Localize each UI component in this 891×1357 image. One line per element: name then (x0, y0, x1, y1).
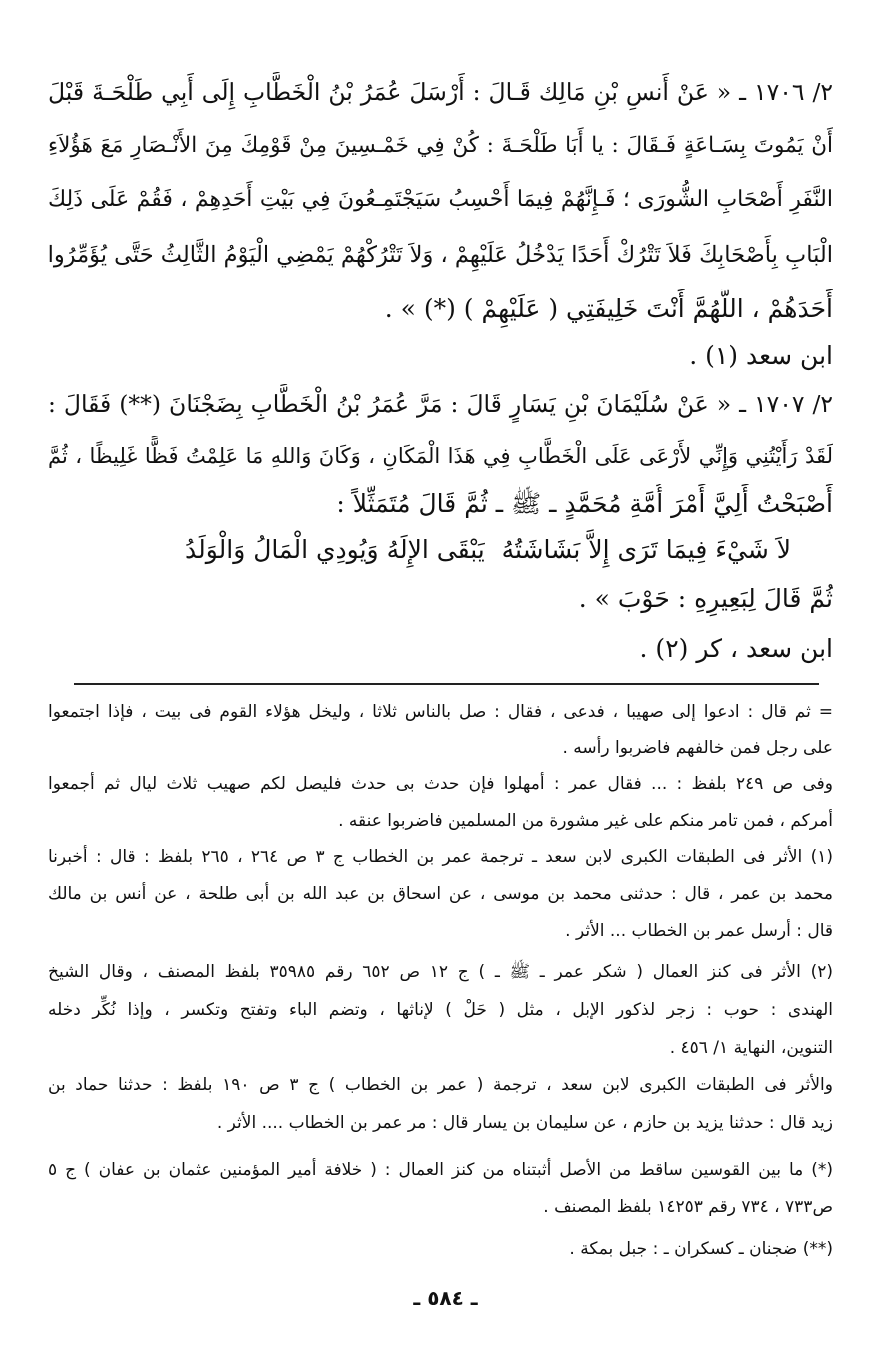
footnote-star-line: ص٧٣٣ ، ٧٣٤ رقم ١٤٢٥٣ بلفظ المصنف . (543, 1197, 833, 1217)
hadith-1707-line-2: لَقَدْ رَأَيْتُنِي وَإِنِّي لأَرْعَى عَلَى الْخَطَّابِ فِي هَذَا الْمَكَانِ ، وَكَانَ وَاللهِ مَا عَلِمْتُ فَظًّا غَلِيظًا ، ثُمَّ (48, 444, 833, 468)
footnote-2-line: (٢) الأثر فى كنز العمال ( شكر عمر ـ ﷺ ـ ) ج ١٢ ص ٦٥٢ رقم ٣٥٩٨٥ بلفظ المصنف ، وقال الشيخ (48, 962, 833, 982)
hadith-1706-source: ابن سعد (١) . (689, 341, 833, 370)
footnote-line: = ثم قال : ادعوا إلى صهيبا ، فدعى ، فقال : صل بالناس ثلاثا ، وليخل هؤلاء القوم فى بيت ، فإذا اجتمعوا (48, 702, 833, 722)
footnote-separator (74, 683, 819, 685)
footnote-2-line: والأثر فى الطبقات الكبرى لابن سعد ، ترجمة ( عمر بن الخطاب ) ج ٣ ص ١٩٠ بلفظ : حدثنا حماد بن (48, 1075, 833, 1095)
page-number: ـ ٥٨٤ ـ (413, 1286, 478, 1310)
footnote-double-star-line: (**) ضجنان ـ كسكران ـ : جبل بمكة . (569, 1239, 833, 1259)
hadith-1707-source: ابن سعد ، كر (٢) . (639, 634, 833, 663)
hadith-1706-line-3: النَّفَرِ أَصْحَابِ الشُّورَى ؛ فَـإِنَّهُمْ فِيمَا أَحْسِبُ سَيَجْتَمِـعُونَ فِي بَيْتِ أَحَدِهِمْ ، فَقُمْ عَلَى ذَلِكَ (48, 187, 833, 212)
footnote-star-line: (*) ما بين القوسين ساقط من الأصل أثبتناه من كنز العمال : ( خلافة أمير المؤمنين عثمان بن عفان ) ج ٥ (48, 1160, 833, 1180)
footnote-2-line: زيد قال : حدثنا يزيد بن حازم ، عن سليمان بن يسار قال : مر عمر بن الخطاب .... الأثر . (216, 1113, 833, 1133)
footnote-1-line: محمد بن عمر ، قال : حدثنى محمد بن موسى ، عن اسحاق بن عبد الله بن أبى طلحة ، عن أنس بن مالك (48, 884, 833, 904)
hadith-1707-line-4: ثُمَّ قَالَ لِبَعِيرِهِ : حَوْبَ » . (578, 584, 833, 613)
footnote-2-line: الهندى : حوب : زجر لذكور الإبل ، مثل ( حَلْ ) لإناثها ، وتضم الباء وتفتح وتكسر ، وإذا نُكِّر دخله (48, 1000, 833, 1020)
verse-first-hemistich: لاَ شَيْءَ فِيمَا تَرَى إِلاَّ بَشَاشَتُهُ (501, 535, 791, 564)
hadith-1706-line-5: أَحَدَهُمْ ، اللَّهُمَّ أَنْتَ خَلِيفَتِي ( عَلَيْهِمْ ) (*) » . (384, 294, 833, 323)
verse-second-hemistich: يَبْقَى الإِلَهُ وَيُودِي الْمَالُ وَالْوَلَدُ (185, 535, 485, 564)
hadith-1706-line-2: أَنْ يَمُوتَ بِسَـاعَةٍ فَـقَالَ : يا أَبَا طَلْحَـةَ : كُنْ فِي خَمْـسِينَ مِنْ قَوْمِكَ مِنَ الأَنْـصَارِ مَعَ هَؤُلاَءِ (48, 133, 833, 158)
footnote-1-line: قال : أرسل عمر بن الخطاب ... الأثر . (565, 921, 833, 941)
footnote-line: أمركم ، فمن تامر منكم على غير مشورة من المسلمين فاضربوا عنقه . (338, 811, 833, 831)
hadith-1707-line-1: ٢/ ١٧٠٧ ـ « عَنْ سُلَيْمَانَ بْنِ يَسَارٍ قَالَ : مَرَّ عُمَرُ بْنُ الْخَطَّابِ بِضَجْنَانَ (**) فَقَالَ : (48, 390, 833, 418)
footnote-line: وفى ص ٢٤٩ بلفظ : ... فقال عمر : أمهلوا فإن حدث بى حدث فليصل لكم صهيب ثلاث ليال ثم أجمعوا (48, 774, 833, 794)
footnote-2-line: التنوين، النهاية ١/ ٤٥٦ . (669, 1038, 833, 1058)
footnote-1-line: (١) الأثر فى الطبقات الكبرى لابن سعد ـ ترجمة عمر بن الخطاب ج ٣ ص ٢٦٤ ، ٢٦٥ بلفظ : قال : أخبرنا (48, 847, 833, 867)
footnote-line: على رجل فمن خالفهم فاضربوا رأسه . (562, 738, 833, 758)
hadith-1706-line-1: ٢/ ١٧٠٦ ـ « عَنْ أَنسِ بْنِ مَالِك قَـالَ : أَرْسَلَ عُمَرُ بْنُ الْخَطَّابِ إِلَى أَبِي طَلْحَـةَ قَبْلَ (48, 78, 833, 106)
hadith-1706-line-4: الْبَابِ بِأَصْحَابِكَ فَلاَ تَتْرُكْ أَحَدًا يَدْخُلُ عَلَيْهِمْ ، وَلاَ تَتْرُكْهُمْ يَمْضِي الْيَوْمُ الثَّالِثُ حَتَّى يُؤَمِّرُوا (48, 242, 833, 268)
hadith-1707-line-3: أَصْبَحْتُ أَلِيَّ أَمْرَ أُمَّةِ مُحَمَّدٍ ـ ﷺ ـ ثُمَّ قَالَ مُتَمَثِّلاً : (336, 489, 833, 518)
